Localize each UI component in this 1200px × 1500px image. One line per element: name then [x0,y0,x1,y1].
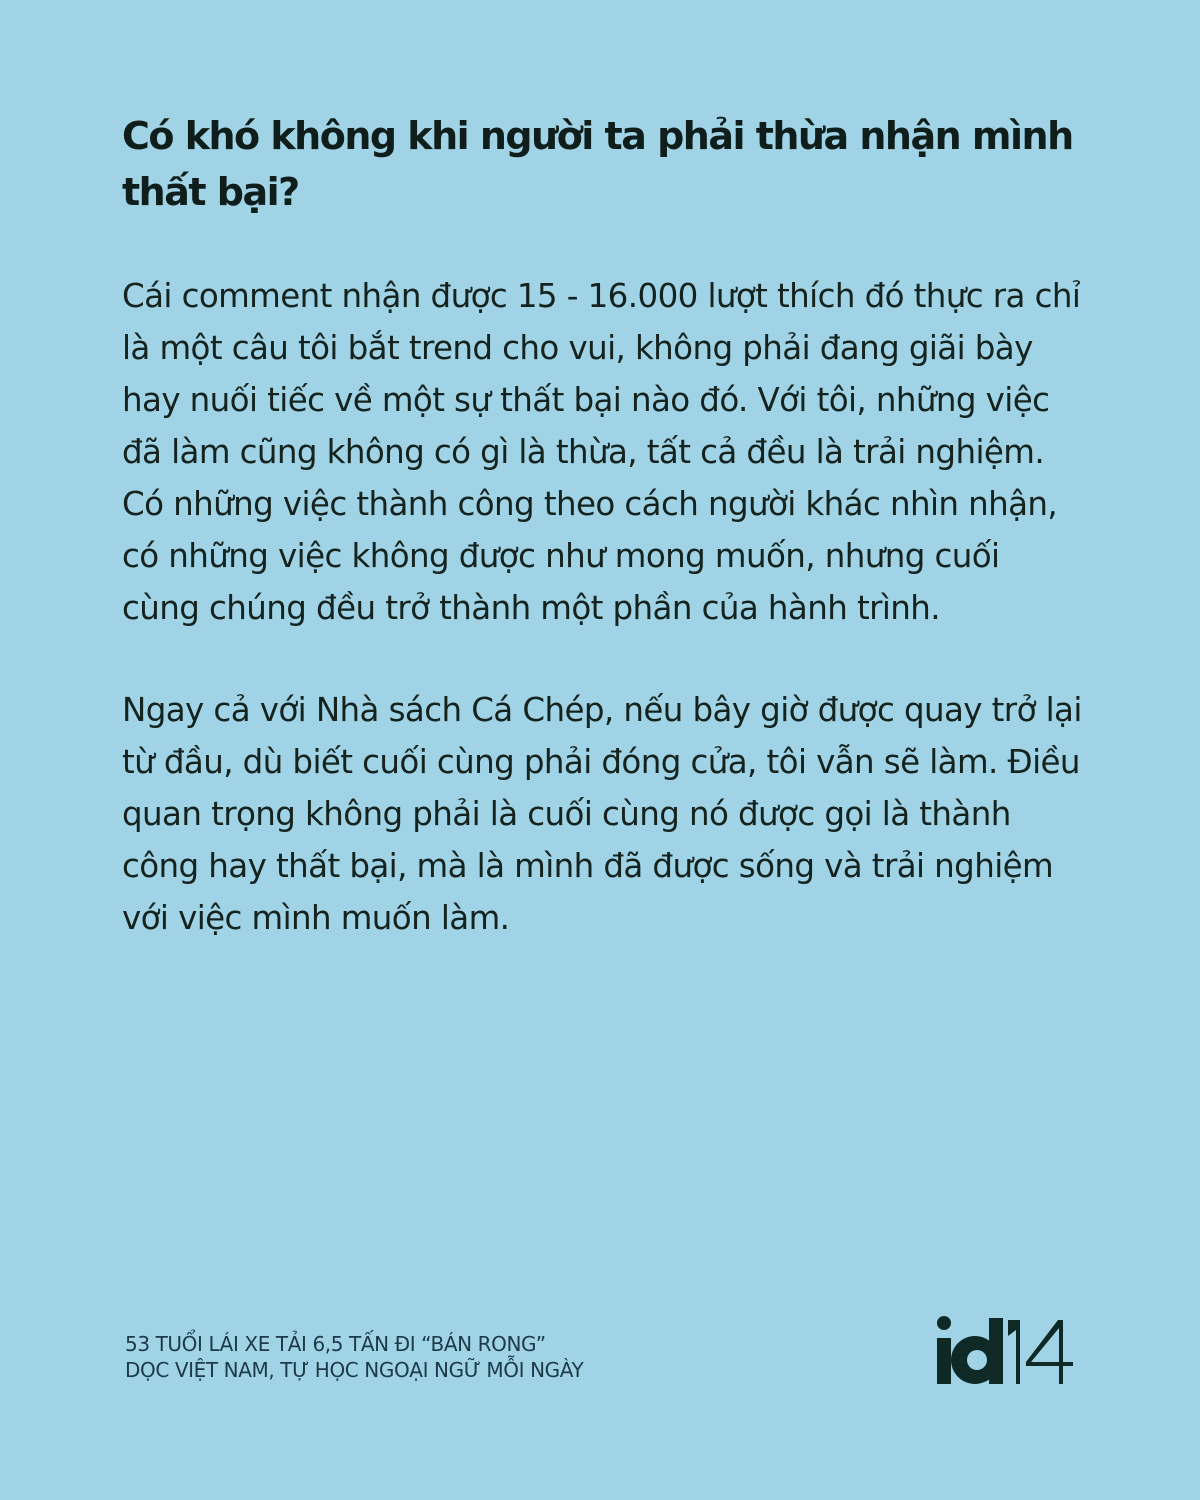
caption-line: DỌC VIỆT NAM, TỰ HỌC NGOẠI NGỮ MỖI NGÀY [125,1358,584,1382]
caption-line: 53 TUỔI LÁI XE TẢI 6,5 TẤN ĐI “BÁN RONG” [125,1332,546,1356]
article-paragraph: Cái comment nhận được 15 - 16.000 lượt thích đó thực ra chỉ là một câu tôi bắt trend cho vui, không phải đang giãi bày hay nuối tiếc về một sự thất bại nào đó. Với tôi, những việc đã làm cũng không có gì là thừa, tất cả đều là trải nghiệm. Có những việc thành công theo cách người khác nhìn nhận, có những việc không được như mong muốn, nhưng cuối cùng chúng đều trở thành một phần của hành trình. [122,277,1081,627]
article-headline: Có khó không khi người ta phải thừa nhận mình thất bại? [122,114,1073,214]
footer-caption [125,1331,583,1383]
id14-logo [934,1316,1080,1384]
article [122,108,1082,944]
article-paragraph: Ngay cả với Nhà sách Cá Chép, nếu bây giờ được quay trở lại từ đầu, dù biết cuối cùng phải đóng cửa, tôi vẫn sẽ làm. Điều quan trọng không phải là cuối cùng nó được gọi là thành công hay thất bại, mà là mình đã được sống và trải nghiệm với việc mình muốn làm. [122,691,1082,937]
